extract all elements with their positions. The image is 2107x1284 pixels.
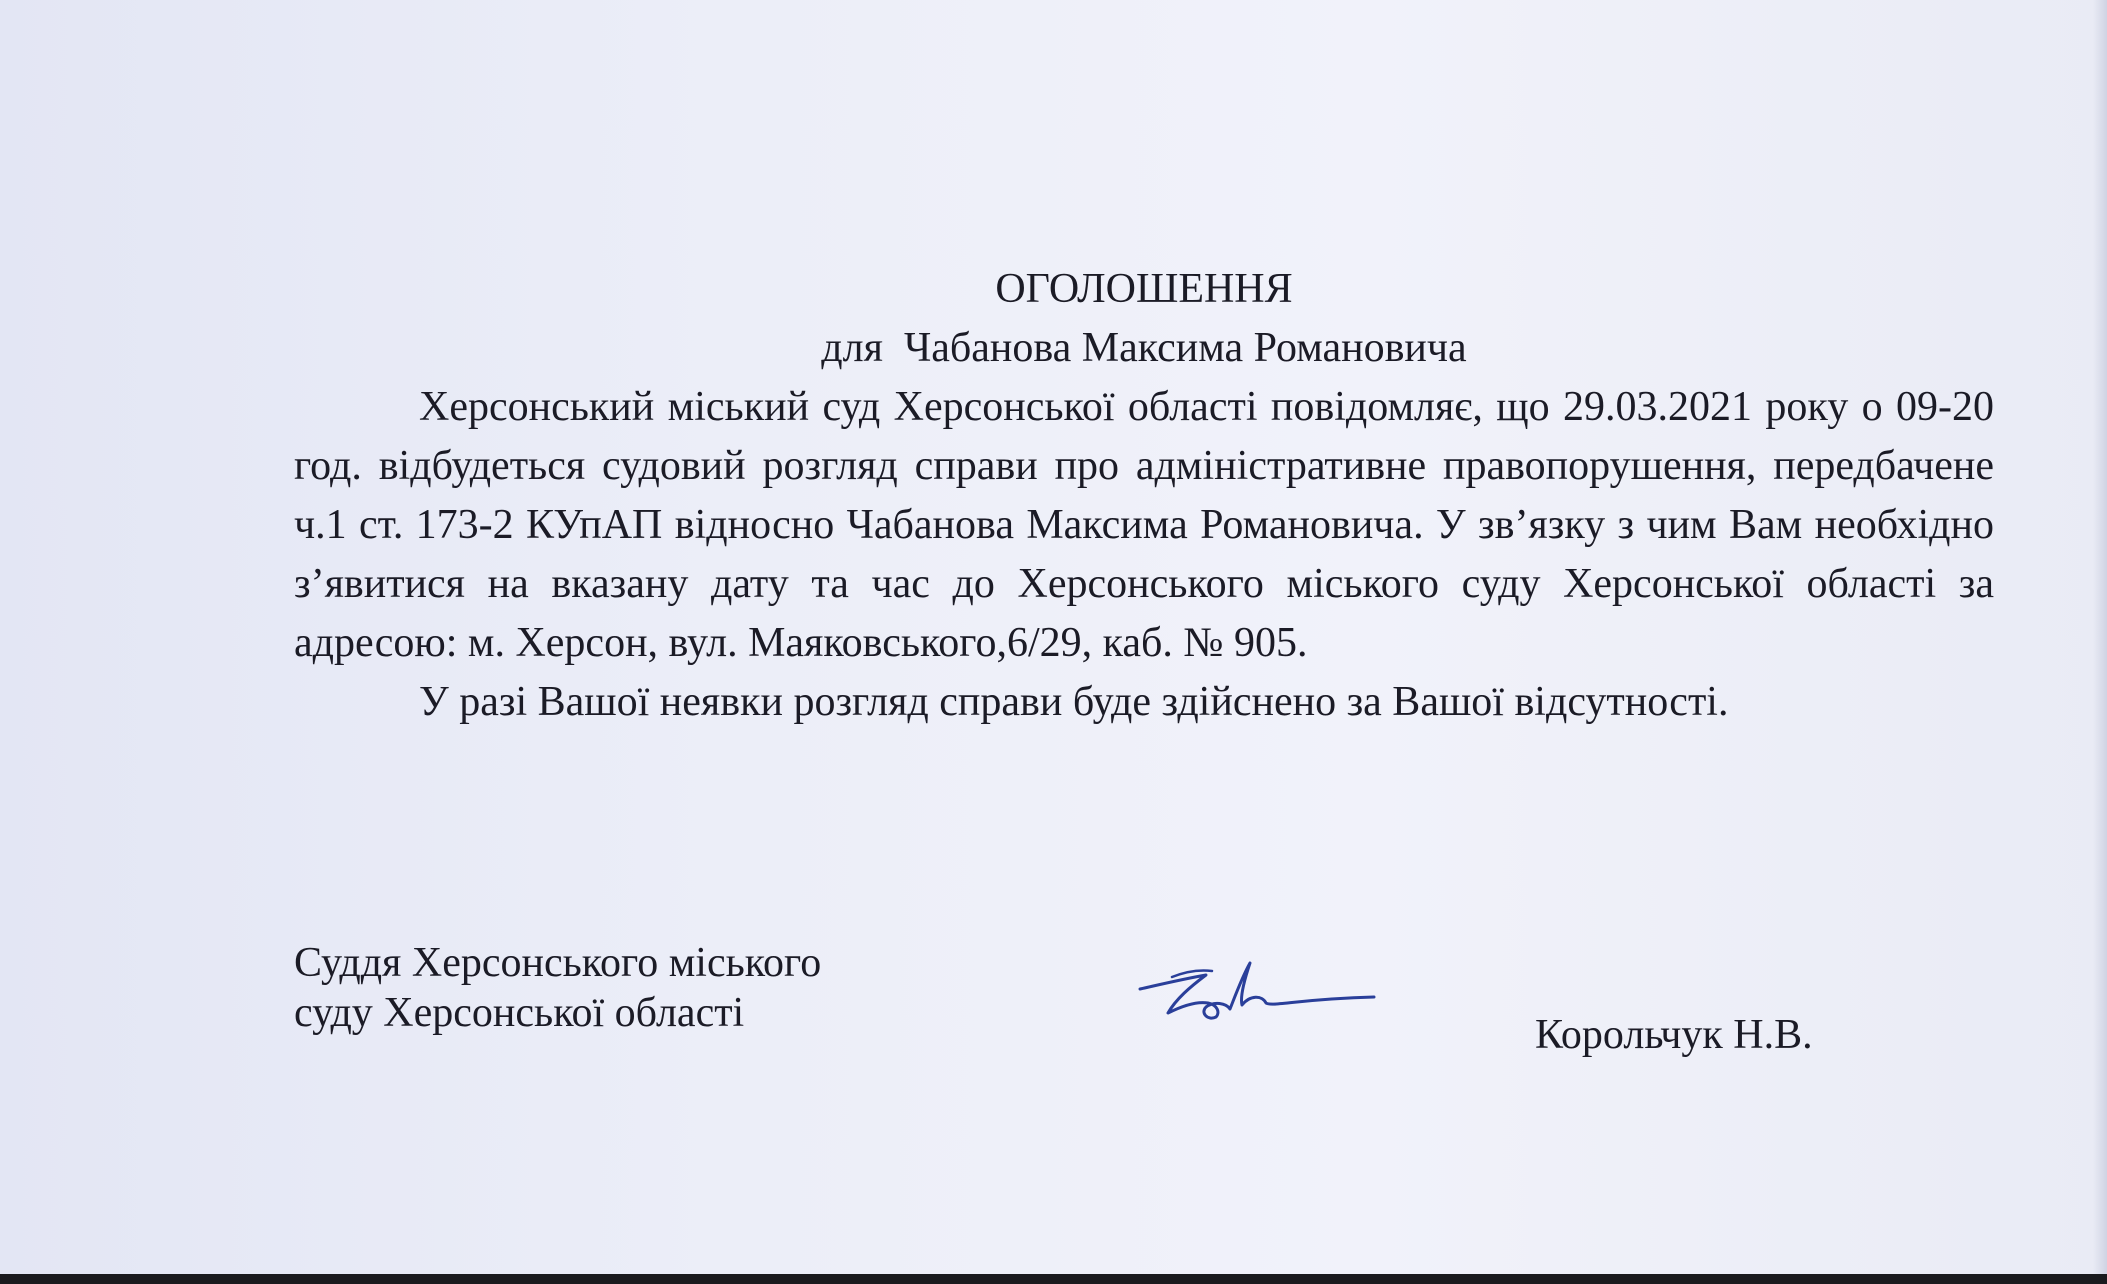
handwritten-signature <box>1138 955 1378 1025</box>
paper-edge-shadow <box>2093 0 2107 1274</box>
notice-title: ОГОЛОШЕННЯ <box>995 266 1293 312</box>
judge-name: Корольчук Н.В. <box>1535 1012 1813 1058</box>
notice-body-paragraph: Херсонський міський суд Херсонської області повідомляє, що 29.03.2021 року о 09-20 год. відбудеться судовий розгляд справи про адміністративне правопорушення, передбачене ч.1 ст. 173-2 КУпАП відносно Чабанова Максима Романовича. У зв’язку з чим Вам необхідно з’явитися на вказану дату та час до Херсонського міського суду Херсонської області за адресою: м. Херсон, вул. Маяковського,6/29, каб. № 905. <box>294 384 1994 666</box>
judge-position-line-1: Суддя Херсонського міського <box>294 940 822 986</box>
judge-position <box>294 938 821 1038</box>
signature-stroke <box>1140 963 1374 1018</box>
notice-warning-paragraph: У разі Вашої неявки розгляд справи буде здійснено за Вашої відсутності. <box>419 679 1729 725</box>
notice-addressee: для Чабанова Максима Романовича <box>821 325 1467 371</box>
notice-text <box>294 260 1994 732</box>
judge-position-line-2: суду Херсонської області <box>294 990 745 1036</box>
